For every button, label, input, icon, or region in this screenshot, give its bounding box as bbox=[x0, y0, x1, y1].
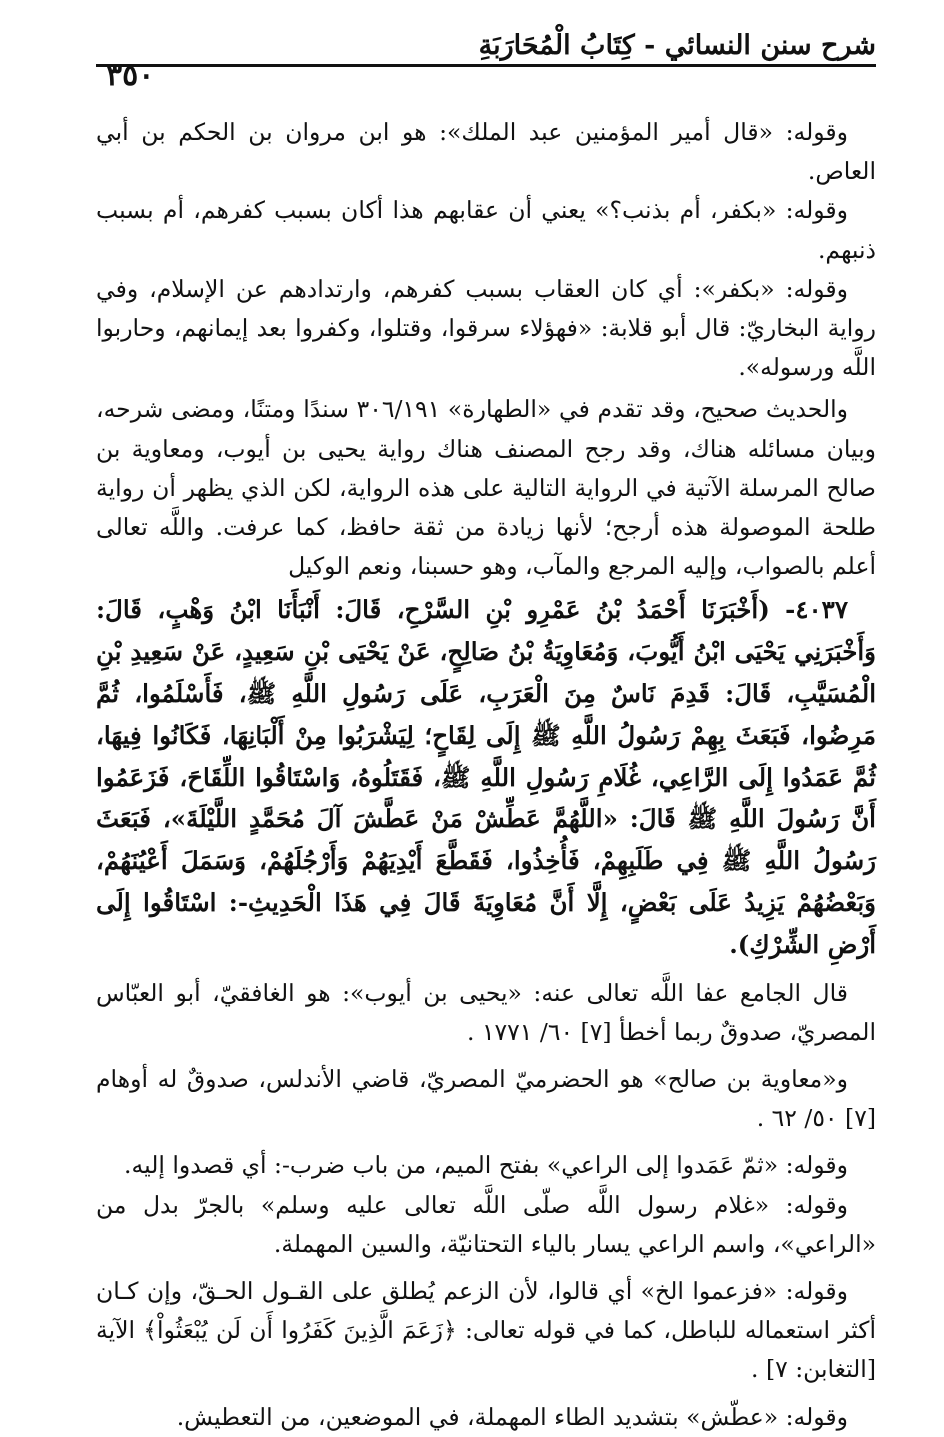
book-page bbox=[96, 20, 876, 1431]
paragraph-explanation-zaamu: وقوله: «فزعموا الخ» أي قالوا، لأن الزعم يُطلق على القـول الحـقّ، وإن كـان أكثر استعماله للباطل، كما في قوله تعالى: ﴿زَعَمَ الَّذِينَ كَفَرُوا أَن لَن يُبْعَثُواْ﴾ الآية [التغابن: ٧] . bbox=[96, 1277, 876, 1384]
paragraph-explanation-ghulam: وقوله: «غلام رسول اللَّه صلّى اللَّه تعالى عليه وسلم» بالجرّ بدل من «الراعي»، واسم الراعي يسار بالياء التحتانيّة، والسين المهملة. bbox=[96, 1190, 876, 1258]
page-number: ٣٥٠ bbox=[106, 58, 155, 93]
paragraph-hadith-grading: والحديث صحيح، وقد تقدم في «الطهارة» ٣٠٦/١٩١ سندًا ومتنًا، ومضى شرحه، وبيان مسائله هناك، وقد رجح المصنف هناك رواية يحيى بن أيوب، ومعاوية بن صالح المرسلة الآتية في الرواية التالية على هذه الرواية، لكن الذي يظهر أن رواية طلحة الموصولة هذه أرجح؛ لأنها زيادة من ثقة حافظ، كما عرفت. واللَّه تعالى أعلم بالصواب، وإليه المرجع والمآب، وهو حسبنا، ونعم الوكيل bbox=[96, 395, 876, 581]
paragraph-explanation-attash: وقوله: «عطّش» بتشديد الطاء المهملة، في الموضعين، من التعطيش. bbox=[176, 1402, 848, 1431]
running-header bbox=[96, 20, 876, 67]
paragraph-explanation-amadu: وقوله: «ثمّ عَمَدوا إلى الراعي» بفتح الميم، من باب ضرب-: أي قصدوا إليه. bbox=[124, 1151, 848, 1180]
hadith-4037-text: ٤٠٣٧- (أَخْبَرَنَا أَحْمَدُ بْنُ عَمْرِو بْنِ السَّرْحِ، قَالَ: أَنْبَأَنَا ابْنُ وَهْبٍ، قَالَ: وَأَخْبَرَنِي يَحْيَى ابْنُ أَيُّوبَ، وَمُعَاوِيَةُ بْنُ صَالِحٍ، عَنْ يَحْيَى بْنِ سَعِيدٍ، عَنْ سَعِيدِ بْنِ الْمُسَيَّبِ، قَالَ: قَدِمَ نَاسٌ مِنَ الْعَرَبِ، عَلَى رَسُولِ اللَّهِ ﷺ، فَأَسْلَمُوا، ثُمَّ مَرِضُوا، فَبَعَثَ بِهِمْ رَسُولُ اللَّهِ ﷺ إِلَى لِقَاحٍ؛ لِيَشْرَبُوا مِنْ أَلْبَانِهَا، فَكَانُوا فِيهَا، ثُمَّ عَمَدُوا إِلَى الرَّاعِي، غُلَامِ رَسُولِ اللَّهِ ﷺ، فَقَتَلُوهُ، وَاسْتَاقُوا اللِّقَاحَ، فَزَعَمُوا أَنَّ رَسُولَ اللَّهِ ﷺ قَالَ: «اللَّهُمَّ عَطِّشْ مَنْ عَطَّشَ آلَ مُحَمَّدٍ اللَّيْلَةَ»، فَبَعَثَ رَسُولُ اللَّهِ ﷺ فِي طَلَبِهِمْ، فَأُخِذُوا، فَقَطَّعَ أَيْدِيَهُمْ وَأَرْجُلَهُمْ، وَسَمَلَ أَعْيُنَهُمْ، وَبَعْضُهُمْ يَزِيدُ عَلَى بَعْضٍ، إِلَّا أَنَّ مُعَاوِيَةَ قَالَ فِي هَذَا الْحَدِيثِ-: اسْتَاقُوا إِلَى أَرْضِ الشِّرْكِ). bbox=[96, 595, 876, 959]
paragraph-commentary-1: وقوله: «قال أمير المؤمنين عبد الملك»: هو ابن مروان بن الحكم بن أبي العاص. bbox=[96, 118, 876, 186]
body-text bbox=[96, 113, 876, 1437]
paragraph-narrator-muawiya: و«معاوية بن صالح» هو الحضرميّ المصريّ، قاضي الأندلس، صدوقٌ له أوهام [٧] ٥٠/ ٦٢ . bbox=[96, 1065, 876, 1133]
running-title: شرح سنن النسائي - كِتَابُ الْمُحَارَبَةِ bbox=[478, 30, 876, 61]
paragraph-commentary-2: وقوله: «بكفر، أم بذنب؟» يعني أن عقابهم هذا أكان بسبب كفرهم، أم بسبب ذنبهم. bbox=[96, 196, 876, 264]
paragraph-narrator-yahya: قال الجامع عفا اللَّه تعالى عنه: «يحيى بن أيوب»: هو الغافقيّ، أبو العبّاس المصريّ، صدوقٌ ربما أخطأ [٧] ٦٠/ ١٧٧١ . bbox=[96, 978, 876, 1046]
paragraph-commentary-3: وقوله: «بكفر»: أي كان العقاب بسبب كفرهم، وارتدادهم عن الإسلام، وفي رواية البخاريّ: قال أبو قلابة: «فهؤلاء سرقوا، وقتلوا، وكفروا بعد إيمانهم، وحاربوا اللَّه ورسوله». bbox=[96, 274, 876, 382]
